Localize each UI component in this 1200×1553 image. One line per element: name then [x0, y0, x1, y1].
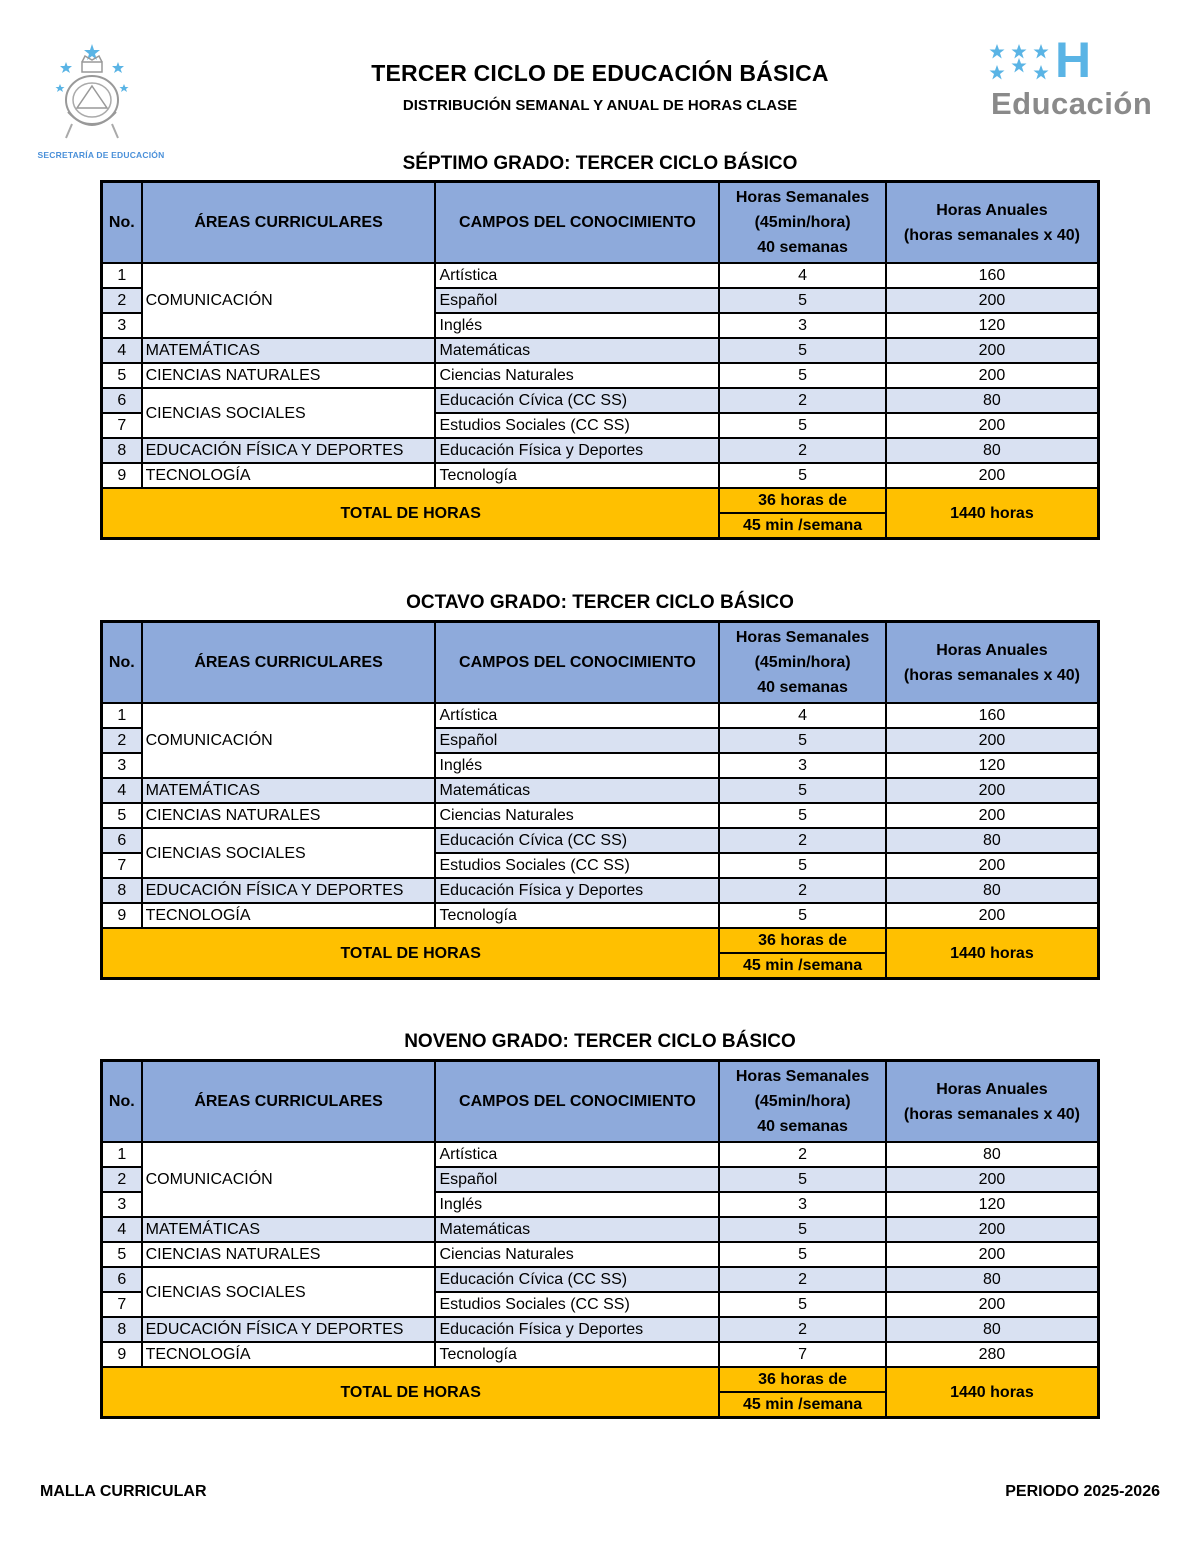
table-row	[102, 803, 1099, 828]
area-cell: CIENCIAS SOCIALES	[142, 828, 436, 878]
grade-title: NOVENO GRADO: TERCER CICLO BÁSICO	[404, 1031, 796, 1052]
table-row	[102, 703, 1099, 728]
row-number: 1	[102, 703, 142, 728]
row-number: 2	[102, 288, 142, 313]
col-header-annual-line2: (horas semanales x 40)	[903, 1105, 1080, 1123]
grade-title: OCTAVO GRADO: TERCER CICLO BÁSICO	[406, 592, 794, 613]
col-header-annual	[886, 182, 1099, 264]
table-row	[102, 1267, 1099, 1292]
weekly-hours-cell: 2	[719, 1317, 886, 1342]
campo-cell: Inglés	[435, 313, 719, 338]
table-row	[102, 338, 1099, 363]
row-number: 9	[102, 903, 142, 928]
area-cell: CIENCIAS SOCIALES	[142, 1267, 436, 1317]
campo-cell: Educación Física y Deportes	[435, 1317, 719, 1342]
annual-hours-cell: 200	[886, 413, 1099, 438]
weekly-hours-cell: 2	[719, 828, 886, 853]
table-header-row	[102, 622, 1099, 704]
area-cell: MATEMÁTICAS	[142, 1217, 436, 1242]
area-cell: TECNOLOGÍA	[142, 1342, 436, 1367]
col-header-campos: CAMPOS DEL CONOCIMIENTO	[435, 182, 719, 264]
row-number: 8	[102, 1317, 142, 1342]
campo-cell: Artística	[435, 1142, 719, 1167]
row-number: 4	[102, 778, 142, 803]
row-number: 7	[102, 413, 142, 438]
footer-right: PERIODO 2025-2026	[1005, 1483, 1160, 1500]
annual-hours-cell: 200	[886, 728, 1099, 753]
annual-hours-cell: 80	[886, 438, 1099, 463]
total-weekly-line2: 45 min /semana	[719, 513, 886, 539]
col-header-annual-line1: Horas Anuales	[936, 201, 1048, 219]
weekly-hours-cell: 3	[719, 1192, 886, 1217]
weekly-hours-cell: 3	[719, 313, 886, 338]
annual-hours-cell: 80	[886, 388, 1099, 413]
annual-hours-cell: 200	[886, 288, 1099, 313]
table-row	[102, 263, 1099, 288]
row-number: 1	[102, 1142, 142, 1167]
campo-cell: Tecnología	[435, 463, 719, 488]
campo-cell: Educación Cívica (CC SS)	[435, 828, 719, 853]
weekly-hours-cell: 2	[719, 438, 886, 463]
total-label: TOTAL DE HORAS	[102, 488, 720, 539]
hours-table	[100, 1059, 1100, 1419]
total-label: TOTAL DE HORAS	[102, 1367, 720, 1418]
campo-cell: Tecnología	[435, 903, 719, 928]
campo-cell: Ciencias Naturales	[435, 1242, 719, 1267]
weekly-hours-cell: 5	[719, 338, 886, 363]
campo-cell: Educación Cívica (CC SS)	[435, 1267, 719, 1292]
hours-table	[100, 620, 1100, 980]
row-number: 8	[102, 878, 142, 903]
campo-cell: Español	[435, 728, 719, 753]
campo-cell: Español	[435, 1167, 719, 1192]
campo-cell: Educación Física y Deportes	[435, 878, 719, 903]
weekly-hours-cell: 3	[719, 753, 886, 778]
campo-cell: Tecnología	[435, 1342, 719, 1367]
col-header-annual	[886, 1061, 1099, 1143]
col-header-annual-line2: (horas semanales x 40)	[903, 666, 1080, 684]
area-cell: EDUCACIÓN FÍSICA Y DEPORTES	[142, 878, 436, 903]
row-number: 2	[102, 728, 142, 753]
annual-hours-cell: 200	[886, 338, 1099, 363]
weekly-hours-cell: 5	[719, 903, 886, 928]
table-row	[102, 903, 1099, 928]
weekly-hours-cell: 5	[719, 1217, 886, 1242]
table-row	[102, 363, 1099, 388]
annual-hours-cell: 280	[886, 1342, 1099, 1367]
col-header-areas: ÁREAS CURRICULARES	[142, 1061, 436, 1143]
table-row	[102, 828, 1099, 853]
col-header-weekly-line3: 40 semanas	[757, 1118, 848, 1135]
col-header-weekly-line2: (45min/hora)	[754, 654, 851, 671]
annual-hours-cell: 200	[886, 363, 1099, 388]
page-title: TERCER CICLO DE EDUCACIÓN BÁSICA	[371, 60, 829, 86]
weekly-hours-cell: 5	[719, 288, 886, 313]
area-cell: CIENCIAS NATURALES	[142, 1242, 436, 1267]
row-number: 3	[102, 313, 142, 338]
weekly-hours-cell: 4	[719, 703, 886, 728]
annual-hours-cell: 80	[886, 878, 1099, 903]
area-cell: COMUNICACIÓN	[142, 1142, 436, 1217]
row-number: 6	[102, 388, 142, 413]
annual-hours-cell: 80	[886, 1142, 1099, 1167]
table-row	[102, 388, 1099, 413]
total-weekly-line1: 36 horas de	[719, 928, 886, 953]
area-cell: MATEMÁTICAS	[142, 338, 436, 363]
col-header-weekly-line3: 40 semanas	[757, 679, 848, 696]
total-row	[102, 928, 1099, 953]
row-number: 8	[102, 438, 142, 463]
table-row	[102, 1342, 1099, 1367]
total-annual: 1440 horas	[886, 488, 1099, 539]
col-header-weekly-line2: (45min/hora)	[754, 214, 851, 231]
weekly-hours-cell: 5	[719, 778, 886, 803]
grade-title: SÉPTIMO GRADO: TERCER CICLO BÁSICO	[402, 153, 798, 174]
weekly-hours-cell: 7	[719, 1342, 886, 1367]
weekly-hours-cell: 5	[719, 1167, 886, 1192]
weekly-hours-cell: 2	[719, 1267, 886, 1292]
table-row	[102, 778, 1099, 803]
col-header-annual	[886, 622, 1099, 704]
area-cell: CIENCIAS SOCIALES	[142, 388, 436, 438]
col-header-no: No.	[102, 182, 142, 264]
logo-letter: H	[1055, 32, 1092, 88]
seal-caption: SECRETARÍA DE EDUCACIÓN	[37, 150, 165, 160]
annual-hours-cell: 200	[886, 853, 1099, 878]
table-row	[102, 1317, 1099, 1342]
total-weekly-line1: 36 horas de	[719, 1367, 886, 1392]
table-header-row	[102, 1061, 1099, 1143]
coat-of-arms-icon	[52, 42, 152, 147]
total-weekly-line2: 45 min /semana	[719, 1392, 886, 1418]
annual-hours-cell: 200	[886, 463, 1099, 488]
area-cell: COMUNICACIÓN	[142, 263, 436, 338]
row-number: 1	[102, 263, 142, 288]
campo-cell: Educación Cívica (CC SS)	[435, 388, 719, 413]
total-row	[102, 488, 1099, 513]
annual-hours-cell: 200	[886, 1242, 1099, 1267]
weekly-hours-cell: 5	[719, 803, 886, 828]
table-row	[102, 1142, 1099, 1167]
page-subtitle: DISTRIBUCIÓN SEMANAL Y ANUAL DE HORAS CLASE	[402, 97, 798, 114]
campo-cell: Matemáticas	[435, 338, 719, 363]
row-number: 5	[102, 1242, 142, 1267]
row-number: 4	[102, 1217, 142, 1242]
table-header-row	[102, 182, 1099, 264]
campo-cell: Educación Física y Deportes	[435, 438, 719, 463]
weekly-hours-cell: 5	[719, 853, 886, 878]
area-cell: EDUCACIÓN FÍSICA Y DEPORTES	[142, 438, 436, 463]
campo-cell: Ciencias Naturales	[435, 803, 719, 828]
area-cell: COMUNICACIÓN	[142, 703, 436, 778]
total-annual: 1440 horas	[886, 1367, 1099, 1418]
col-header-annual-line2: (horas semanales x 40)	[903, 226, 1080, 244]
col-header-weekly-line1: Horas Semanales	[735, 189, 870, 206]
col-header-campos: CAMPOS DEL CONOCIMIENTO	[435, 1061, 719, 1143]
col-header-weekly	[719, 1061, 886, 1143]
row-number: 4	[102, 338, 142, 363]
annual-hours-cell: 200	[886, 778, 1099, 803]
total-row	[102, 1367, 1099, 1392]
weekly-hours-cell: 2	[719, 1142, 886, 1167]
row-number: 2	[102, 1167, 142, 1192]
campo-cell: Ciencias Naturales	[435, 363, 719, 388]
annual-hours-cell: 160	[886, 263, 1099, 288]
annual-hours-cell: 200	[886, 1167, 1099, 1192]
table-row	[102, 438, 1099, 463]
campo-cell: Matemáticas	[435, 1217, 719, 1242]
table-row	[102, 463, 1099, 488]
col-header-weekly-line1: Horas Semanales	[735, 1068, 870, 1085]
col-header-weekly-line2: (45min/hora)	[754, 1093, 851, 1110]
campo-cell: Español	[435, 288, 719, 313]
area-cell: CIENCIAS NATURALES	[142, 363, 436, 388]
col-header-no: No.	[102, 622, 142, 704]
row-number: 7	[102, 853, 142, 878]
hours-table	[100, 180, 1100, 540]
col-header-weekly-line3: 40 semanas	[757, 239, 848, 256]
row-number: 5	[102, 803, 142, 828]
row-number: 5	[102, 363, 142, 388]
annual-hours-cell: 120	[886, 1192, 1099, 1217]
table-row	[102, 1242, 1099, 1267]
col-header-areas: ÁREAS CURRICULARES	[142, 622, 436, 704]
campo-cell: Artística	[435, 703, 719, 728]
total-label: TOTAL DE HORAS	[102, 928, 720, 979]
campo-cell: Inglés	[435, 1192, 719, 1217]
annual-hours-cell: 200	[886, 1217, 1099, 1242]
col-header-weekly	[719, 182, 886, 264]
area-cell: EDUCACIÓN FÍSICA Y DEPORTES	[142, 1317, 436, 1342]
row-number: 3	[102, 753, 142, 778]
weekly-hours-cell: 5	[719, 413, 886, 438]
annual-hours-cell: 200	[886, 1292, 1099, 1317]
footer-left: MALLA CURRICULAR	[40, 1483, 207, 1500]
campo-cell: Estudios Sociales (CC SS)	[435, 413, 719, 438]
annual-hours-cell: 120	[886, 313, 1099, 338]
row-number: 3	[102, 1192, 142, 1217]
table-row	[102, 878, 1099, 903]
area-cell: TECNOLOGÍA	[142, 463, 436, 488]
area-cell: MATEMÁTICAS	[142, 778, 436, 803]
weekly-hours-cell: 5	[719, 728, 886, 753]
annual-hours-cell: 80	[886, 1317, 1099, 1342]
total-weekly-line1: 36 horas de	[719, 488, 886, 513]
col-header-annual-line1: Horas Anuales	[936, 1080, 1048, 1098]
logo-wordmark: Educación	[991, 86, 1153, 121]
campo-cell: Matemáticas	[435, 778, 719, 803]
row-number: 9	[102, 1342, 142, 1367]
col-header-no: No.	[102, 1061, 142, 1143]
col-header-annual-line1: Horas Anuales	[936, 641, 1048, 659]
col-header-weekly-line1: Horas Semanales	[735, 629, 870, 646]
weekly-hours-cell: 2	[719, 388, 886, 413]
campo-cell: Inglés	[435, 753, 719, 778]
weekly-hours-cell: 5	[719, 1292, 886, 1317]
annual-hours-cell: 160	[886, 703, 1099, 728]
annual-hours-cell: 80	[886, 1267, 1099, 1292]
area-cell: TECNOLOGÍA	[142, 903, 436, 928]
table-row	[102, 1217, 1099, 1242]
annual-hours-cell: 80	[886, 828, 1099, 853]
row-number: 6	[102, 828, 142, 853]
campo-cell: Artística	[435, 263, 719, 288]
row-number: 9	[102, 463, 142, 488]
total-annual: 1440 horas	[886, 928, 1099, 979]
weekly-hours-cell: 5	[719, 363, 886, 388]
row-number: 6	[102, 1267, 142, 1292]
annual-hours-cell: 200	[886, 903, 1099, 928]
annual-hours-cell: 120	[886, 753, 1099, 778]
weekly-hours-cell: 5	[719, 1242, 886, 1267]
weekly-hours-cell: 4	[719, 263, 886, 288]
col-header-campos: CAMPOS DEL CONOCIMIENTO	[435, 622, 719, 704]
weekly-hours-cell: 2	[719, 878, 886, 903]
weekly-hours-cell: 5	[719, 463, 886, 488]
col-header-areas: ÁREAS CURRICULARES	[142, 182, 436, 264]
campo-cell: Estudios Sociales (CC SS)	[435, 1292, 719, 1317]
annual-hours-cell: 200	[886, 803, 1099, 828]
col-header-weekly	[719, 622, 886, 704]
total-weekly-line2: 45 min /semana	[719, 953, 886, 979]
area-cell: CIENCIAS NATURALES	[142, 803, 436, 828]
campo-cell: Estudios Sociales (CC SS)	[435, 853, 719, 878]
row-number: 7	[102, 1292, 142, 1317]
